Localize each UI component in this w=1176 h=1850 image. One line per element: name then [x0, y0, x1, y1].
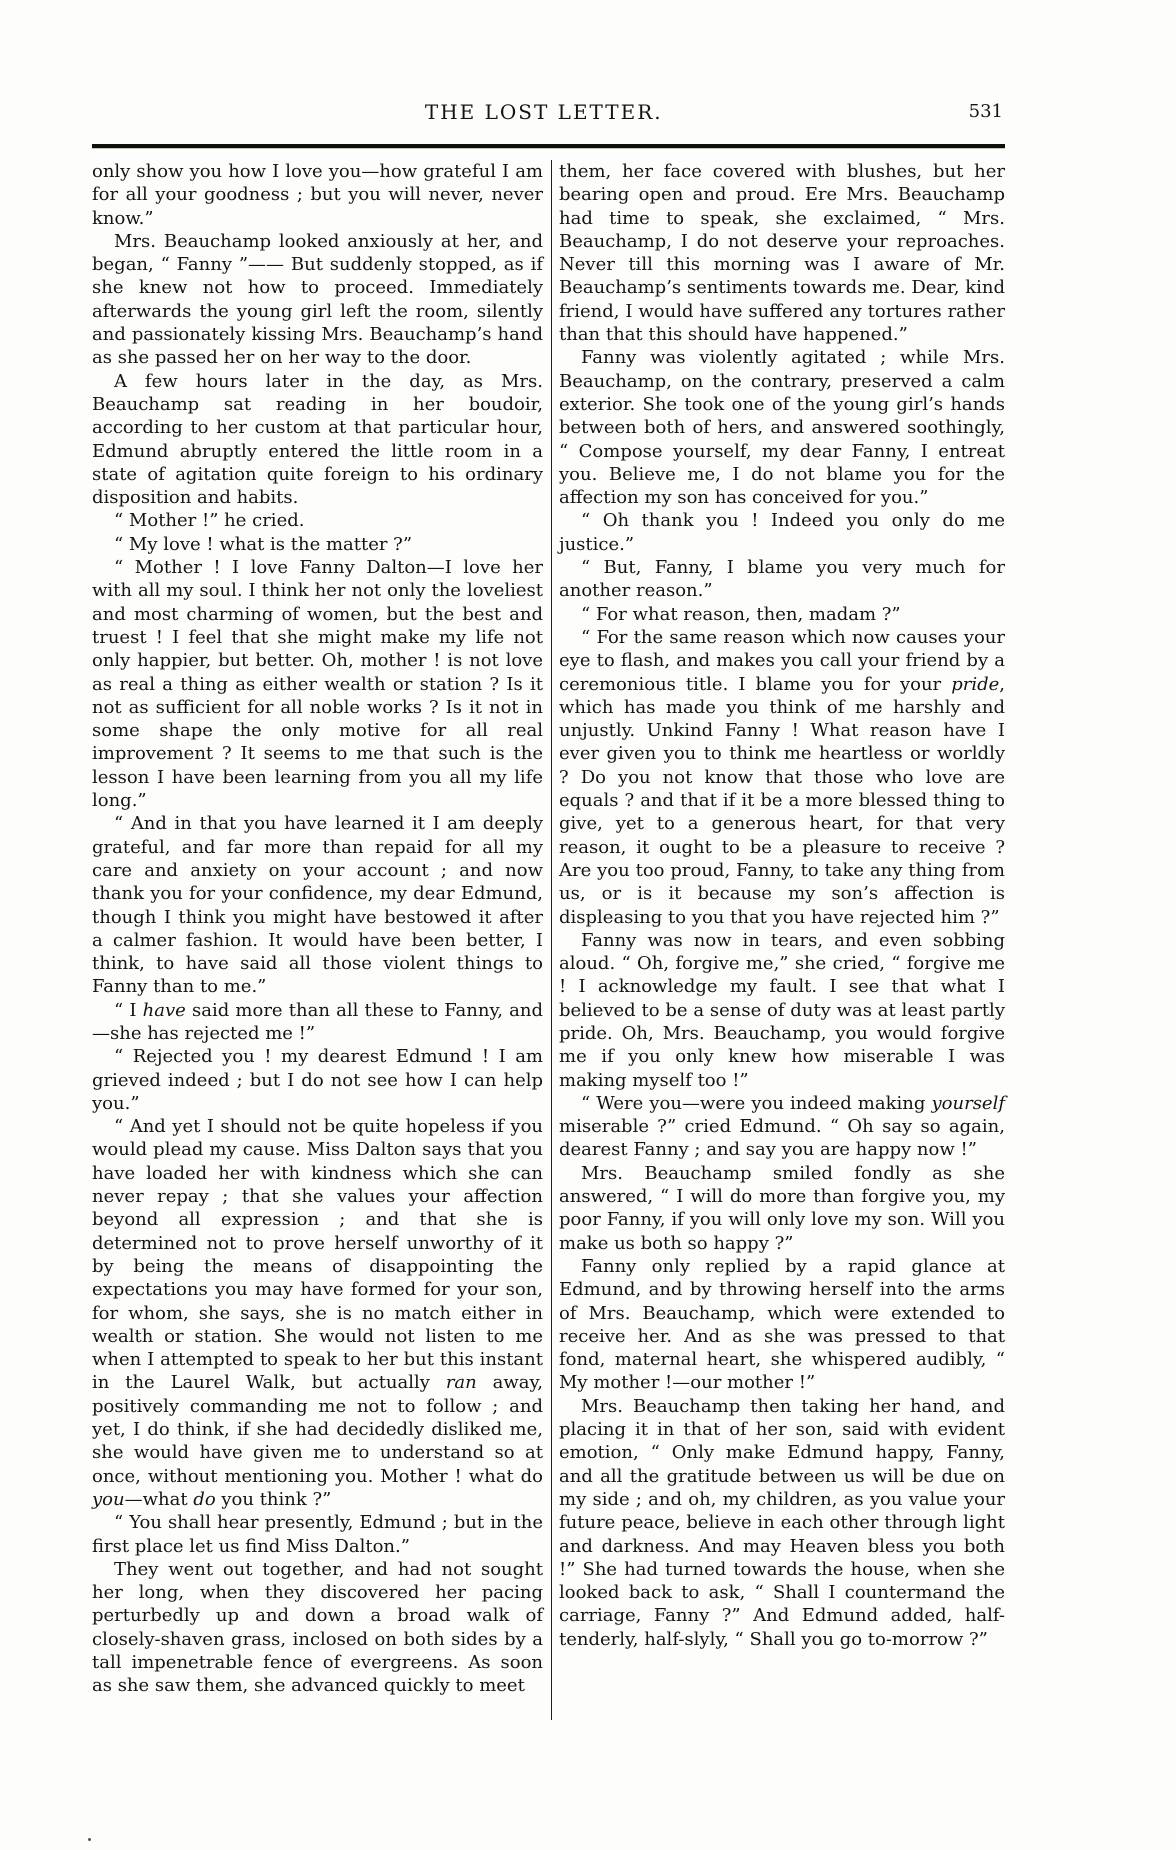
page-header: [92, 100, 1005, 130]
running-title: THE LOST LETTER.: [424, 100, 663, 124]
paragraph: Mrs. Beauchamp looked anxiously at her, and began, “ Fanny ”—— But suddenly stopped, as if she knew not how to proceed. Immediately afterwards the young girl left the room, silently and passionately kissing Mrs. Beauchamp’s hand as she passed her on her way to the door.: [92, 230, 543, 369]
paragraph: Mrs. Beauchamp then taking her hand, and placing it in that of her son, said with evident emotion, “ Only make Edmund happy, Fanny, and all the gratitude between us will be due on my side ; and oh, my children, as you value your future peace, believe in each other through light and darkness. And may Heaven bless you both !” She had turned towards the house, when she looked back to ask, “ Shall I countermand the carriage, Fanny ?” And Edmund added, half-tenderly, half-slyly, “ Shall you go to-morrow ?”: [559, 1395, 1005, 1650]
paragraph: “ I have said more than all these to Fanny, and—she has rejected me !”: [92, 999, 543, 1044]
paragraph: them, her face covered with blushes, but her bearing open and proud. Ere Mrs. Beauchamp had time to speak, she exclaimed, “ Mrs. Beauchamp, I do not deserve your reproaches. Never till this morning was I aware of Mr. Beauchamp’s sentiments towards me. Dear, kind friend, I would have suffered any tortures rather than that this should have happened.”: [559, 161, 1005, 346]
scan-artifact-dot: [88, 1838, 91, 1841]
paragraph: Fanny was violently agitated ; while Mrs. Beauchamp, on the contrary, preserved a calm exterior. She took one of the young girl’s hands between both of hers, and answered soothingly, “ Compose yourself, my dear Fanny, I entreat you. Believe me, I do not blame you for the affection my son has conceived for you.”: [559, 347, 1005, 509]
left-column: [92, 160, 543, 1720]
paragraph: Fanny was now in tears, and even sobbing aloud. “ Oh, forgive me,” she cried, “ forgive me ! I acknowledge my fault. I see that what I believed to be a sense of duty was at least partly pride. Oh, Mrs. Beauchamp, you would forgive me if you only knew how miserable I was making myself too !”: [559, 929, 1005, 1091]
paragraph: They went out together, and had not sought her long, when they discovered her pacing perturbedly up and down a broad walk of closely-shaven grass, inclosed on both sides by a tall impenetrable fence of evergreens. As soon as she saw them, she advanced quickly to meet: [92, 1558, 543, 1697]
page-number: 531: [968, 101, 1003, 122]
paragraph: “ Oh thank you ! Indeed you only do me justice.”: [559, 510, 1005, 555]
paragraph: “ And in that you have learned it I am deeply grateful, and far more than repaid for all my care and anxiety on your account ; and now thank you for your confidence, my dear Edmund, though I think you might have bestowed it after a calmer fashion. It would have been better, I think, to have said all those violent things to Fanny than to me.”: [92, 813, 543, 998]
paragraph: “ Rejected you ! my dearest Edmund ! I am grieved indeed ; but I do not see how I can help you.”: [92, 1046, 543, 1114]
right-column: [559, 160, 1005, 1720]
paragraph: “ My love ! what is the matter ?”: [114, 533, 413, 555]
paragraph: “ You shall hear presently, Edmund ; but in the first place let us find Miss Dalton.”: [92, 1512, 543, 1557]
paragraph: “ But, Fanny, I blame you very much for another reason.”: [559, 557, 1005, 602]
paragraph: “ Mother ! I love Fanny Dalton—I love her with all my soul. I think her not only the loveliest and most charming of women, but the best and truest ! I feel that she might make my life not only happier, but better. Oh, mother ! is not love as real a thing as either wealth or station ? Is it not as sufficient for all noble works ? Is it not in some shape the only motive for all real improvement ? It seems to me that such is the lesson I have been learning from you all my life long.”: [92, 557, 543, 812]
paragraph: A few hours later in the day, as Mrs. Beauchamp sat reading in her boudoir, according to her custom at that particular hour, Edmund abruptly entered the little room in a state of agitation quite foreign to his ordinary disposition and habits.: [92, 370, 543, 509]
text-columns: [92, 160, 1005, 1720]
scanned-page: [92, 0, 1005, 1850]
paragraph: Mrs. Beauchamp smiled fondly as she answered, “ I will do more than forgive you, my poor Fanny, if you will only love my son. Will you make us both so happy ?”: [559, 1162, 1005, 1254]
column-divider: [551, 160, 552, 1720]
paragraph: only show you how I love you—how grateful I am for all your goodness ; but you will never, never know.”: [92, 161, 543, 229]
paragraph: “ And yet I should not be quite hopeless if you would plead my cause. Miss Dalton says that you have loaded her with kindness which she can never repay ; that she values your affection beyond all expression ; and that she is determined not to prove herself unworthy of it by being the means of disappointing the expectations you may have formed for your son, for whom, she says, she is no match either in wealth or station. She would not listen to me when I attempted to speak to her but this instant in the Laurel Walk, but actually ran away, positively commanding me not to follow ; and yet, I do think, if she had decidedly disliked me, she would have given me to understand so at once, without mentioning you. Mother ! what do you—what do you think ?”: [92, 1116, 544, 1510]
paragraph: “ For what reason, then, madam ?”: [581, 603, 901, 625]
paragraph: “ Were you—were you indeed making yourself miserable ?” cried Edmund. “ Oh say so again, dearest Fanny ; and say you are happy now !”: [559, 1092, 1005, 1161]
paragraph: “ Mother !” he cried.: [114, 510, 305, 532]
paragraph: “ For the same reason which now causes your eye to flash, and makes you call your friend by a ceremonious title. I blame you for your pride, which has made you think of me harshly and unjustly. Unkind Fanny ! What reason have I ever given you to think me heartless or worldly ? Do you not know that those who love are equals ? and that if it be a more blessed thing to give, yet to a generous heart, for that very reason, it ought to be a pleasure to receive ? Are you too proud, Fanny, to take any thing from us, or is it because my son’s affection is displeasing to you that you have rejected him ?”: [559, 626, 1005, 928]
header-rule: [92, 144, 1005, 148]
paragraph: Fanny only replied by a rapid glance at Edmund, and by throwing herself into the arms of Mrs. Beauchamp, which were extended to receive her. And as she was pressed to that fond, maternal heart, she whispered audibly, “ My mother !—our mother !”: [559, 1255, 1005, 1394]
